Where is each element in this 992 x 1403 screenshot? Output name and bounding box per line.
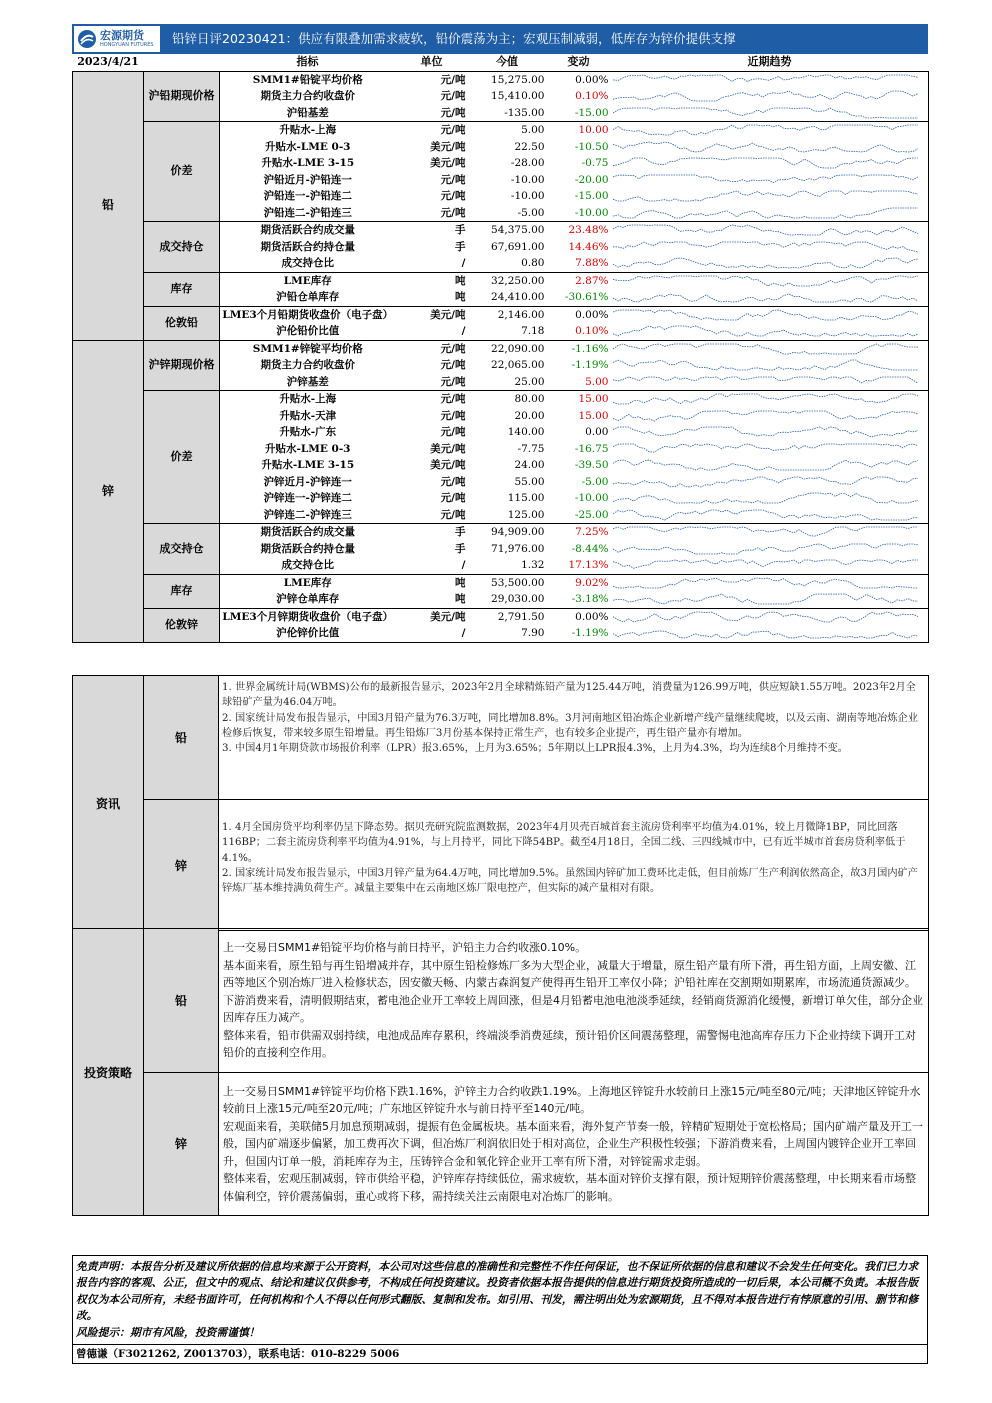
unit-cell: 手 <box>455 224 466 236</box>
change-cell: -15.00 <box>574 190 609 202</box>
value-cell: 53,500.00 <box>491 576 545 589</box>
trend-sparkline <box>613 610 918 624</box>
category-label: 锌 <box>73 340 144 642</box>
unit-cell: 元/吨 <box>440 426 466 438</box>
change-cell: 23.48% <box>568 224 609 236</box>
trend-sparkline <box>613 458 918 472</box>
unit-cell: 吨 <box>455 576 466 589</box>
value-cell: 2,146.00 <box>497 308 545 321</box>
group-label: 价差 <box>144 122 220 222</box>
group-label: 价差 <box>144 391 220 524</box>
trend-sparkline <box>613 375 918 389</box>
change-cell: 0.10% <box>575 90 609 102</box>
trend-sparkline <box>613 274 918 288</box>
strategy-lead-para: 基本面来看，原生铅与再生铅增减并存，其中原生铅检修炼厂多为大型企业，减量大于增量，原生铅产量有所下滑，再生铅方面，上周安徽、江西等地区个别冶炼厂进入检修状态，因安徽天畅、内蒙古森润复产使得再生铅开工率仅小降；沪铅社库在交割期如期累库，市场流通货源减少。下游消费来看，清明假期结束，蓄电池企业开工率较上周回涨，但是4月铅蓄电池电池淡季延续，经销商货源消化缓慢，新增订单欠佳，部分企业因库存压力减产。 <box>223 958 923 1024</box>
table-row <box>73 272 929 289</box>
indicator-name: 升贴水-广东 <box>279 426 337 438</box>
trend-cell <box>611 441 929 458</box>
value-cell: 0.80 <box>468 255 547 272</box>
unit-cell: 美元/吨 <box>430 459 466 471</box>
table-row <box>73 524 929 541</box>
value-cell: 22,090.00 <box>491 342 545 355</box>
indicator-name: 沪锌近月-沪锌连一 <box>263 475 352 488</box>
col-value-header: 今值 <box>468 54 547 71</box>
indicator-name: 升贴水-上海 <box>279 124 337 136</box>
value-cell: 54,375.00 <box>491 224 545 236</box>
indicator-name: 升贴水-LME 3-15 <box>261 157 355 169</box>
trend-sparkline <box>613 240 918 254</box>
unit-cell: 元/吨 <box>440 492 466 504</box>
change-cell: -30.61% <box>547 289 611 306</box>
trend-sparkline <box>613 156 918 170</box>
company-logo <box>74 26 160 52</box>
trend-sparkline <box>613 592 918 606</box>
unit-cell: 元/吨 <box>440 90 466 102</box>
trend-sparkline <box>613 106 918 120</box>
unit-cell: 元/吨 <box>396 507 468 524</box>
unit-cell: 元/吨 <box>440 190 466 202</box>
indicator-name: 沪铅基差 <box>220 105 396 122</box>
unit-cell: 美元/吨 <box>430 308 466 321</box>
value-cell: 2,791.50 <box>497 610 545 623</box>
change-cell: 0.00% <box>575 73 609 86</box>
trend-cell <box>611 541 929 558</box>
indicator-name: 沪铅仓单库存 <box>220 289 396 306</box>
change-cell: 9.02% <box>575 576 609 589</box>
logo-subtext: HONGYUAN FUTURES <box>100 42 154 48</box>
trend-cell <box>611 205 929 222</box>
unit-cell: 元/吨 <box>396 374 468 391</box>
indicator-name: 沪锌基差 <box>220 374 396 391</box>
trend-sparkline <box>613 73 918 87</box>
report-title: 铅锌日评20230421：供应有限叠加需求疲软，铅价震荡为主；宏观压制减弱，低库存为锌价提供支撑 <box>172 31 736 46</box>
indicator-name: 升贴水-天津 <box>279 409 337 422</box>
news-lead-text <box>219 676 929 800</box>
strategy-lead-label: 铅 <box>144 929 219 1073</box>
news-zinc-text <box>219 800 929 931</box>
trend-sparkline <box>613 140 918 154</box>
trend-sparkline <box>613 206 918 220</box>
unit-cell: 元/吨 <box>440 73 466 86</box>
trend-cell <box>611 574 929 591</box>
value-cell: 5.00 <box>521 124 545 136</box>
trend-sparkline <box>613 442 918 456</box>
news-lead-para: 2. 国家统计局发布报告显示，中国3月铅产量为76.3万吨，同比增加8.8%。3月河南地区铅冶炼企业新增产线产量继续爬坡，以及云南、湖南等地冶炼企业检修后恢复，带来较多原生铅增量。再生铅炼厂3月份基本保持正常生产，也有较多企业提产，再生铅产量亦有增加。 <box>222 712 918 739</box>
report-header <box>72 24 928 54</box>
value-cell: -28.00 <box>510 157 545 169</box>
change-cell: 7.88% <box>547 255 611 272</box>
trend-cell <box>611 172 929 189</box>
change-cell: 17.13% <box>547 557 611 574</box>
group-label: 库存 <box>144 272 220 306</box>
table-row <box>73 340 929 357</box>
change-cell: -20.00 <box>574 173 609 186</box>
change-cell: -25.00 <box>547 507 611 524</box>
change-cell: -1.19% <box>571 359 609 371</box>
trend-cell <box>611 625 929 642</box>
unit-cell: 美元/吨 <box>430 610 466 623</box>
disclaimer-text: 免责声明：本报告分析及建议所依据的信息均来源于公开资料，本公司对这些信息的准确性和完整性不作任何保证，也不保证所依据的信息和建议不会发生任何变化。我们已力求报告内容的客观、公正，但文中的观点、结论和建议仅供参考，不构成任何投资建议。投资者依据本报告提供的信息进行期货投资所造成的一切后果，本公司概不负责。本报告版权仅为本公司所有，未经书面许可，任何机构和个人不得以任何形式翻版、复制和发布。如引用、刊发，需注明出处为宏源期货，且不得对本报告进行有悖原意的引用、删节和修改。 <box>76 1260 919 1323</box>
table-row <box>73 122 929 139</box>
indicator-name: 升贴水-LME 0-3 <box>265 442 351 455</box>
trend-cell <box>611 289 929 306</box>
unit-cell: / <box>396 255 468 272</box>
indicator-name: 沪伦锌价比值 <box>220 625 396 642</box>
news-zinc-label: 锌 <box>144 800 219 931</box>
group-label: 成交持仓 <box>144 222 220 273</box>
indicator-name: SMM1#铅锭平均价格 <box>252 73 363 86</box>
change-cell: -3.18% <box>547 591 611 608</box>
indicator-name: 沪锌连二-沪锌连三 <box>220 507 396 524</box>
trend-sparkline <box>613 89 918 103</box>
change-cell: -15.00 <box>547 105 611 122</box>
indicator-name: 期货活跃合约持仓量 <box>260 542 355 555</box>
value-cell: -5.00 <box>468 205 547 222</box>
trend-cell <box>611 255 929 272</box>
change-cell: -10.50 <box>574 140 609 153</box>
strategy-section <box>72 928 929 1216</box>
trend-cell <box>611 424 929 441</box>
value-cell: 22.50 <box>514 140 545 153</box>
col-trend-header: 近期趋势 <box>611 54 929 71</box>
group-label: 伦敦锌 <box>144 608 220 642</box>
strategy-zinc-text <box>219 1072 929 1216</box>
unit-cell: 元/吨 <box>440 359 466 371</box>
news-zinc-para: 2. 国家统计局发布报告显示，中国3月锌产量为64.4万吨，同比增加9.5%。虽然国内锌矿加工费环比走低，但目前炼厂生产利润依然高企，故3月国内矿产锌炼厂基本维持满负荷生产。减量主要集中在云南地区炼厂限电控产，但实际的减产量相对有限。 <box>222 867 918 895</box>
value-cell: 140.00 <box>507 426 545 438</box>
indicator-name: 沪伦铅价比值 <box>220 323 396 340</box>
table-row <box>73 608 929 625</box>
col-unit-header: 单位 <box>396 54 468 71</box>
trend-sparkline <box>613 256 918 270</box>
value-cell: 25.00 <box>468 374 547 391</box>
group-label: 伦敦铅 <box>144 306 220 340</box>
change-cell: 7.25% <box>575 526 609 538</box>
strategy-lead-para: 整体来看，铅市供需双弱持续，电池成品库存累积，终端淡季消费延续，预计铅价区间震荡整理，需警惕电池高库存压力下企业持续下调开工对铅价的直接利空作用。 <box>223 1028 916 1059</box>
table-row <box>73 574 929 591</box>
trend-cell <box>611 188 929 205</box>
trend-sparkline <box>613 425 918 439</box>
indicator-name: 升贴水-LME 0-3 <box>265 140 351 153</box>
report-date: 2023/4/21 <box>73 54 144 71</box>
change-cell: 0.00% <box>575 308 609 321</box>
change-cell: 10.00 <box>578 124 609 136</box>
trend-sparkline <box>613 324 918 338</box>
indicator-name: LME库存 <box>283 576 332 589</box>
change-cell: 0.00% <box>575 610 609 623</box>
trend-cell <box>611 155 929 172</box>
value-cell: -135.00 <box>468 105 547 122</box>
unit-cell: / <box>396 557 468 574</box>
indicator-name: LME3个月锌期货收盘价（电子盘） <box>222 610 394 623</box>
table-row <box>73 222 929 239</box>
trend-sparkline <box>613 626 918 640</box>
trend-sparkline <box>613 189 918 203</box>
change-cell: -10.00 <box>574 492 609 504</box>
strategy-zinc-para: 整体来看，宏观压制减弱，锌市供给平稳，沪锌库存持续低位，需求疲软，基本面对锌价支撑有限，预计短期锌价震荡整理，中长期来看市场整体偏利空，锌价震荡偏弱，重心或将下移，需持续关注云南限电对冶炼厂的影响。 <box>223 1172 916 1203</box>
unit-cell: 元/吨 <box>440 173 466 186</box>
trend-sparkline <box>613 290 918 304</box>
change-cell: -0.75 <box>581 157 609 169</box>
value-cell: 24.00 <box>514 459 545 471</box>
trend-sparkline <box>613 358 918 372</box>
trend-sparkline <box>613 409 918 423</box>
trend-cell <box>611 340 929 357</box>
indicator-name: 沪锌连一-沪锌连二 <box>263 492 352 504</box>
strategy-lead-text <box>219 929 929 1073</box>
trend-sparkline <box>613 508 918 522</box>
indicator-table <box>72 54 929 643</box>
trend-sparkline <box>613 558 918 572</box>
change-cell: -1.19% <box>547 625 611 642</box>
risk-warning: 风险提示：期市有风险，投资需谨慎！ <box>76 1325 260 1339</box>
unit-cell: 吨 <box>455 274 466 287</box>
trend-cell <box>611 323 929 340</box>
trend-cell <box>611 557 929 574</box>
unit-cell: / <box>396 625 468 642</box>
trend-cell <box>611 391 929 408</box>
indicator-name: 沪锌仓单库存 <box>220 591 396 608</box>
indicator-name: 期货活跃合约持仓量 <box>260 240 355 253</box>
change-cell: 15.00 <box>578 393 609 405</box>
change-cell: 15.00 <box>578 409 609 422</box>
change-cell: 5.00 <box>547 374 611 391</box>
disclaimer <box>72 1255 928 1345</box>
change-cell: 0.00 <box>585 426 609 438</box>
trend-sparkline <box>613 123 918 137</box>
change-cell: -10.00 <box>547 205 611 222</box>
unit-cell: 手 <box>455 542 466 555</box>
news-lead-label: 铅 <box>144 676 219 800</box>
change-cell: 0.10% <box>547 323 611 340</box>
change-cell: -5.00 <box>581 475 609 488</box>
change-cell: 2.87% <box>575 274 609 287</box>
indicator-name: SMM1#锌锭平均价格 <box>252 342 363 355</box>
value-cell: 24,410.00 <box>468 289 547 306</box>
value-cell: 71,976.00 <box>491 542 545 555</box>
value-cell: 15,275.00 <box>491 73 545 86</box>
trend-cell <box>611 457 929 474</box>
table-row <box>73 71 929 88</box>
change-cell: -1.16% <box>571 342 609 355</box>
value-cell: 20.00 <box>514 409 545 422</box>
trend-cell <box>611 524 929 541</box>
indicator-name: 升贴水-LME 3-15 <box>261 459 355 471</box>
trend-sparkline <box>613 223 918 237</box>
trend-cell <box>611 105 929 122</box>
group-label: 沪铅期现价格 <box>144 71 220 122</box>
trend-sparkline <box>613 308 918 322</box>
indicator-name: 成交持仓比 <box>220 557 396 574</box>
trend-cell <box>611 239 929 256</box>
trend-cell <box>611 272 929 289</box>
unit-cell: 吨 <box>396 591 468 608</box>
trend-cell <box>611 507 929 524</box>
trend-cell <box>611 88 929 105</box>
value-cell: 115.00 <box>507 492 545 504</box>
indicator-name: 沪铅近月-沪铅连一 <box>263 173 352 186</box>
trend-cell <box>611 591 929 608</box>
group-label: 库存 <box>144 574 220 608</box>
table-row <box>73 391 929 408</box>
trend-cell <box>611 474 929 491</box>
strategy-zinc-para: 宏观面来看，美联储5月加息预期减弱，提振有色金属板块。基本面来看，海外复产节奏一般，锌精矿短期处于宽松格局；国内矿端产量及开工一般，国内矿端逐步偏紧，加工费再次下调，但冶炼厂利润依旧处于相对高位，企业生产积极性较强；下游消费来看，上周国内镀锌企业开工率回升，但国内订单一般，消耗库存为主，压铸锌合金和氧化锌企业开工率有所下滑，对锌锭需求走弱。 <box>223 1119 923 1168</box>
value-cell: 55.00 <box>514 475 545 488</box>
value-cell: 94,909.00 <box>491 526 545 538</box>
unit-cell: 吨 <box>396 289 468 306</box>
news-lead-para: 3. 中国4月1年期贷款市场报价利率（LPR）报3.65%，上月为3.65%；5年期以上LPR报4.3%，上月为4.3%，均为连续8个月维持不变。 <box>222 743 848 755</box>
trend-sparkline <box>613 525 918 539</box>
unit-cell: 手 <box>455 526 466 538</box>
trend-sparkline <box>613 542 918 556</box>
change-cell: -16.75 <box>574 442 609 455</box>
indicator-name: 沪铅连二-沪铅连三 <box>220 205 396 222</box>
trend-sparkline <box>613 392 918 406</box>
logo-text: 宏源期货 <box>100 29 144 42</box>
trend-cell <box>611 490 929 507</box>
unit-cell: 元/吨 <box>440 342 466 355</box>
change-cell: -39.50 <box>574 459 609 471</box>
unit-cell: 元/吨 <box>440 475 466 488</box>
col-change-header: 变动 <box>547 54 611 71</box>
value-cell: 29,030.00 <box>468 591 547 608</box>
change-cell: 14.46% <box>568 240 609 253</box>
trend-cell <box>611 357 929 374</box>
value-cell: 1.32 <box>468 557 547 574</box>
value-cell: 7.90 <box>468 625 547 642</box>
strategy-label: 投资策略 <box>73 929 144 1216</box>
trend-cell <box>611 122 929 139</box>
change-cell: -8.44% <box>571 542 609 555</box>
indicator-name: 期货主力合约收盘价 <box>260 359 355 371</box>
unit-cell: 美元/吨 <box>430 157 466 169</box>
unit-cell: 美元/吨 <box>430 140 466 153</box>
indicator-name: 期货活跃合约成交量 <box>260 526 355 538</box>
indicator-name: 期货活跃合约成交量 <box>260 224 355 236</box>
trend-cell <box>611 71 929 88</box>
value-cell: 7.18 <box>468 323 547 340</box>
value-cell: -10.00 <box>510 173 545 186</box>
logo-mark-icon <box>77 29 97 49</box>
value-cell: 67,691.00 <box>491 240 545 253</box>
trend-cell <box>611 139 929 156</box>
trend-sparkline <box>613 576 918 590</box>
strategy-lead-para: 上一交易日SMM1#铅锭平均价格与前日持平，沪铅主力合约收涨0.10%。 <box>223 941 587 954</box>
strategy-zinc-para: 上一交易日SMM1#锌锭平均价格下跌1.16%，沪锌主力合约收跌1.19%。上海地区锌锭升水较前日上涨15元/吨至80元/吨；天津地区锌锭升水较前日上涨15元/吨至20元/吨；广东地区锌锭升水与前日持平至140元/吨。 <box>223 1084 921 1115</box>
unit-cell: 元/吨 <box>396 205 468 222</box>
indicator-name: 期货主力合约收盘价 <box>260 90 355 102</box>
trend-cell <box>611 222 929 239</box>
indicator-name: 成交持仓比 <box>220 255 396 272</box>
unit-cell: 手 <box>455 240 466 253</box>
trend-sparkline <box>613 173 918 187</box>
table-row <box>73 306 929 323</box>
value-cell: 125.00 <box>468 507 547 524</box>
unit-cell: / <box>396 323 468 340</box>
news-section <box>72 675 929 931</box>
unit-cell: 元/吨 <box>440 124 466 136</box>
group-label: 成交持仓 <box>144 524 220 575</box>
value-cell: 80.00 <box>514 393 545 405</box>
unit-cell: 元/吨 <box>396 105 468 122</box>
unit-cell: 美元/吨 <box>430 442 466 455</box>
trend-sparkline <box>613 475 918 489</box>
indicator-name: 升贴水-上海 <box>279 393 337 405</box>
analyst-contact: 曾德谦（F3021262, Z0013703），联系电话：010-8229 5006 <box>72 1345 928 1364</box>
unit-cell: 元/吨 <box>440 409 466 422</box>
col-indicator-header: 指标 <box>220 54 396 71</box>
col-group-header <box>144 54 220 71</box>
strategy-zinc-label: 锌 <box>144 1072 219 1216</box>
news-zinc-para: 1. 4月全国房贷平均利率仍呈下降态势。据贝壳研究院监测数据，2023年4月贝壳百城首套主流房贷利率平均值为4.01%，较上月微降1BP，同比回落116BP；二套主流房贷利率平均值为4.91%，与上月持平，同比下降54BP。截至4月18日，全国二线、三四线城市中，已有近半城市首套房贷利率低于4.1%。 <box>222 822 906 864</box>
indicator-name: LME库存 <box>283 274 332 287</box>
news-lead-para: 1. 世界金属统计局(WBMS)公布的最新报告显示，2023年2月全球精炼铅产量为125.44万吨，消费量为126.99万吨，供应短缺1.55万吨。2023年2月全球铅矿产量为46.04万吨。 <box>222 682 916 709</box>
value-cell: -7.75 <box>517 442 545 455</box>
indicator-name: 沪铅连一-沪铅连二 <box>263 190 352 202</box>
table-header-row <box>73 54 929 71</box>
news-label: 资讯 <box>73 676 144 931</box>
value-cell: 22,065.00 <box>491 359 545 371</box>
indicator-name: LME3个月铅期货收盘价（电子盘） <box>222 308 394 321</box>
group-label: 沪锌期现价格 <box>144 340 220 391</box>
value-cell: 32,250.00 <box>491 274 545 287</box>
trend-cell <box>611 374 929 391</box>
value-cell: -10.00 <box>510 190 545 202</box>
trend-cell <box>611 608 929 625</box>
trend-cell <box>611 306 929 323</box>
trend-sparkline <box>613 491 918 505</box>
category-label: 铅 <box>73 71 144 340</box>
value-cell: 15,410.00 <box>491 90 545 102</box>
unit-cell: 元/吨 <box>440 393 466 405</box>
trend-sparkline <box>613 342 918 356</box>
trend-cell <box>611 408 929 425</box>
